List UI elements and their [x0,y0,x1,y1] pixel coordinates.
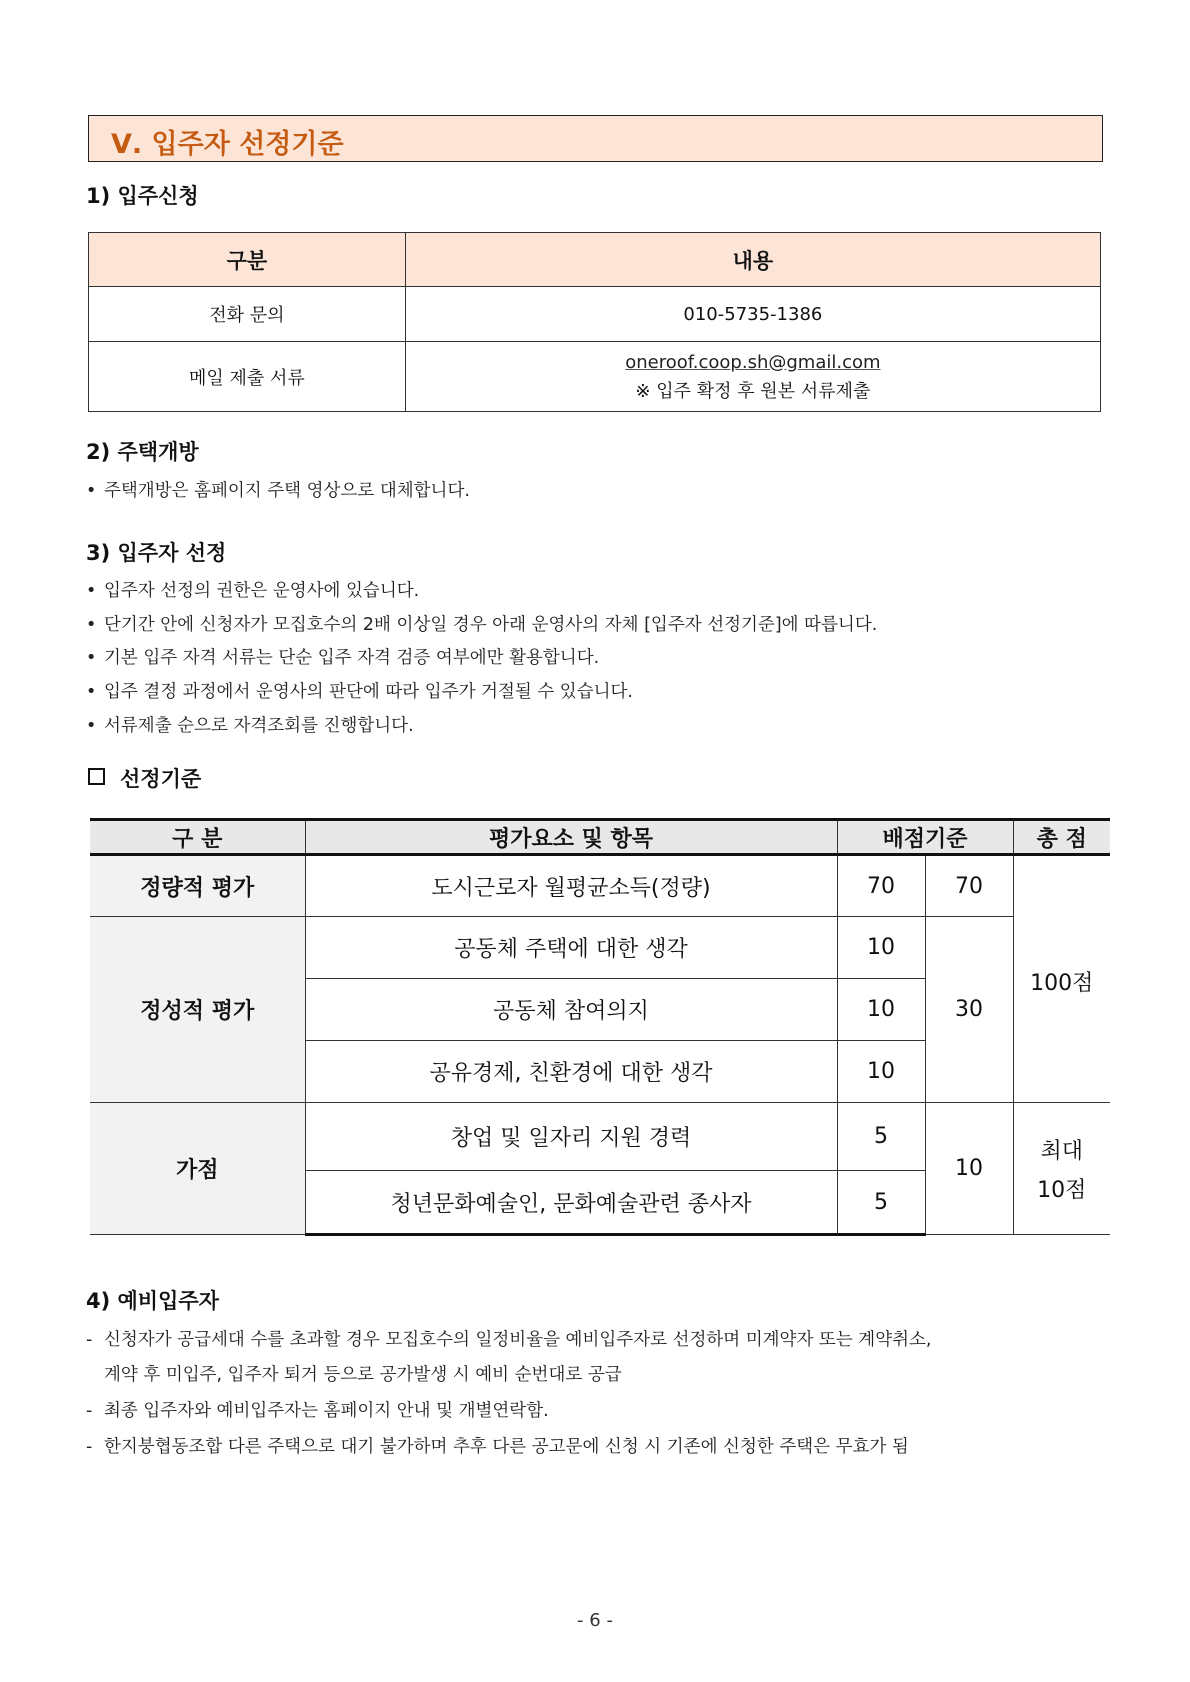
qualitative-score: 10 [837,1041,925,1103]
section-title: Ⅴ. 입주자 선정기준 [111,129,344,160]
bonus-item: 창업 및 일자리 지원 경력 [305,1103,837,1171]
list-item: • 입주자 선정의 권한은 운영사에 있습니다. [86,581,420,601]
phone-label: 전화 문의 [89,287,406,342]
qualitative-item: 공동체 참여의지 [305,979,837,1041]
header-total: 총 점 [1013,820,1110,855]
waitlist-heading: 4) 예비입주자 [86,1289,219,1313]
header-item: 평가요소 및 항목 [305,820,837,855]
qualitative-score: 10 [837,917,925,979]
list-item: - 신청자가 공급세대 수를 초과할 경우 모집호수의 일정비율을 예비입주자로 선정하며 미계약자 또는 계약취소, [86,1330,932,1350]
table-header-row [89,233,1101,287]
bonus-subtotal: 10 [925,1103,1013,1235]
header-score: 배점기준 [837,820,1013,855]
qualitative-item: 공유경제, 친환경에 대한 생각 [305,1041,837,1103]
list-item: 계약 후 미입주, 입주자 퇴거 등으로 공가발생 시 예비 순번대로 공급 [104,1365,622,1385]
email-docs-label: 메일 제출 서류 [89,342,406,412]
email-link[interactable]: oneroof.coop.sh@gmail.com [625,351,881,373]
quantitative-item: 도시근로자 월평균소득(정량) [305,855,837,917]
table-row [89,287,1101,342]
phone-number: 010-5735-1386 [405,287,1100,342]
bonus-label: 가점 [90,1103,305,1235]
list-item: • 입주 결정 과정에서 운영사의 판단에 따라 입주가 거절될 수 있습니다. [86,682,633,702]
table-row [89,342,1101,412]
application-heading: 1) 입주신청 [86,184,199,208]
table-row [90,855,1110,917]
qualitative-score: 10 [837,979,925,1041]
list-item: • 단기간 안에 신청자가 모집호수의 2배 이상일 경우 아래 운영사의 자체 [입주자 선정기준]에 따릅니다. [86,615,878,635]
table-header-row [90,820,1110,855]
email-docs-cell [405,342,1100,412]
header-category: 구 분 [90,820,305,855]
open-house-heading: 2) 주택개방 [86,440,199,464]
qualitative-label: 정성적 평가 [90,917,305,1103]
criteria-table [90,818,1110,1236]
bonus-total [1013,1103,1110,1235]
page-number: - 6 - [577,1610,613,1631]
quantitative-label: 정량적 평가 [90,855,305,917]
section-title-box [88,115,1103,162]
list-item: • 서류제출 순으로 자격조회를 진행합니다. [86,716,414,736]
table-row [90,917,1110,979]
header-content: 내용 [405,233,1100,287]
list-item: - 최종 입주자와 예비입주자는 홈페이지 안내 및 개별연락함. [86,1401,549,1421]
bonus-score: 5 [837,1103,925,1171]
list-item: • 주택개방은 홈페이지 주택 영상으로 대체합니다. [86,481,470,501]
bonus-total-line1: 최대 [1040,1138,1083,1164]
total-main: 100점 [1013,855,1110,1103]
qualitative-subtotal: 30 [925,917,1013,1103]
criteria-heading: 선정기준 [120,767,202,791]
application-table [88,232,1101,412]
bonus-total-line2: 10점 [1037,1177,1087,1203]
header-category: 구분 [89,233,406,287]
list-item: - 한지붕협동조합 다른 주택으로 대기 불가하며 추후 다른 공고문에 신청 시 기존에 신청한 주택은 무효가 됨 [86,1437,909,1457]
bonus-item: 청년문화예술인, 문화예술관련 종사자 [305,1171,837,1235]
checkbox-icon [88,768,105,785]
quantitative-subtotal: 70 [925,855,1013,917]
bonus-score: 5 [837,1171,925,1235]
list-item: • 기본 입주 자격 서류는 단순 입주 자격 검증 여부에만 활용합니다. [86,648,600,668]
qualitative-item: 공동체 주택에 대한 생각 [305,917,837,979]
table-row [90,1103,1110,1171]
quantitative-score: 70 [837,855,925,917]
selection-heading: 3) 입주자 선정 [86,541,227,565]
email-note: ※ 입주 확정 후 원본 서류제출 [635,380,871,402]
